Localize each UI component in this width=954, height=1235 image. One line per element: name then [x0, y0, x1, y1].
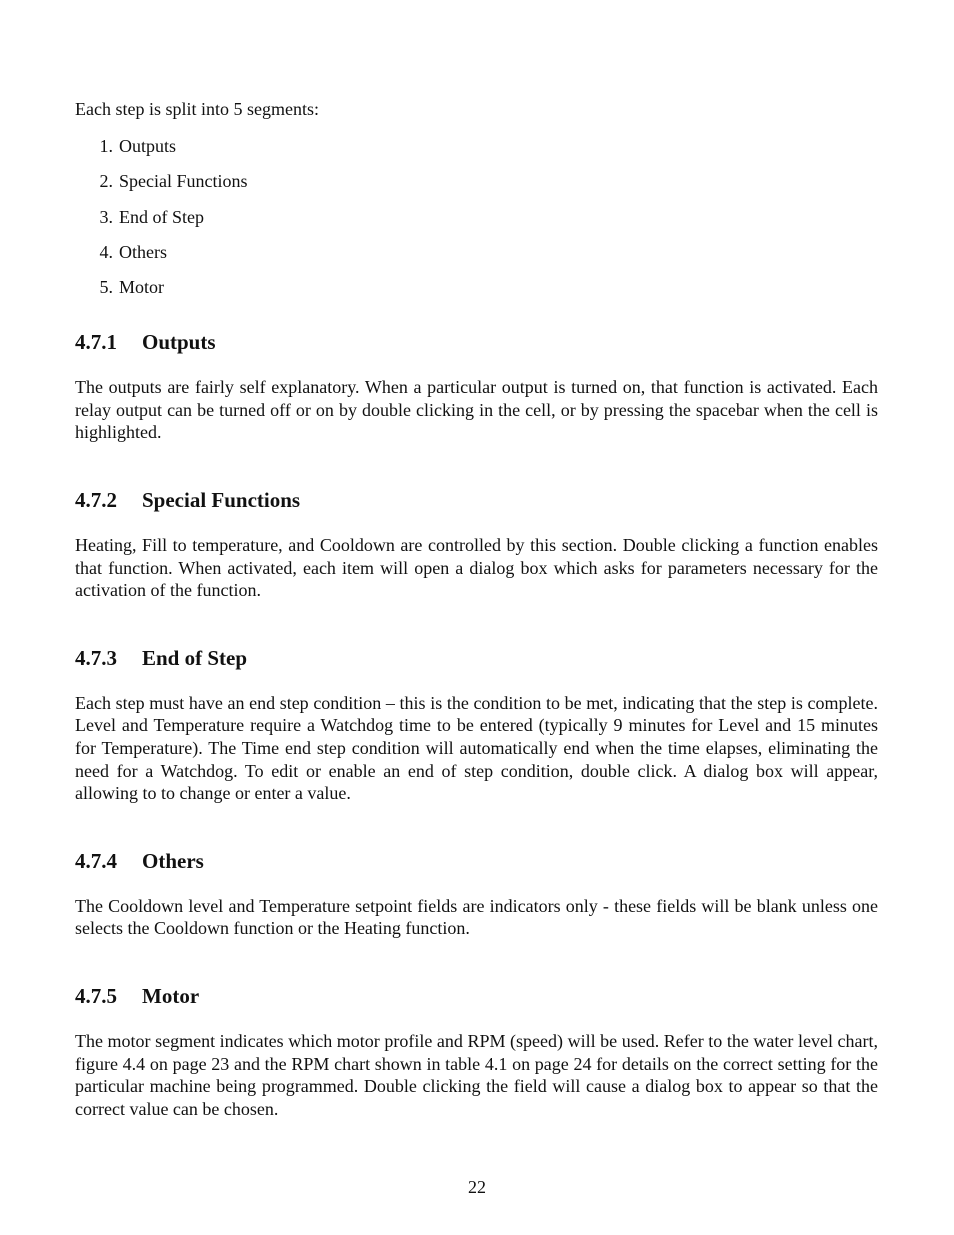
section-body: Each step must have an end step condition – this is the condition to be met, indicating that the step is complete. Level and Temperature require a Watchdog time to be entered (typically 9 minutes for Level and 15 minutes for Temperature). The Time end step condition will automatically end when the time elapses, eliminating the need for a Watchdog. To edit or enable an end of step condition, double click. A dialog box will appear, allowing to to change or enter a value.: [75, 692, 878, 804]
section-number: 4.7.3: [75, 645, 117, 670]
list-item-label: Motor: [119, 277, 164, 298]
section-heading: [75, 982, 878, 1010]
list-item-label: Special Functions: [119, 171, 248, 192]
section-title: End of Step: [142, 645, 248, 670]
section-number: 4.7.4: [75, 848, 117, 873]
section-body: The Cooldown level and Temperature setpoint fields are indicators only - these fields will be blank unless one selects the Cooldown function or the Heating function.: [75, 895, 878, 939]
list-item: [75, 168, 878, 194]
list-item-number: 3.: [99, 206, 113, 227]
section-outputs: [75, 328, 878, 444]
list-item-label: End of Step: [119, 206, 204, 227]
section-motor: [75, 982, 878, 1120]
segment-list: [75, 133, 878, 300]
list-item: [75, 133, 878, 159]
section-title: Special Functions: [142, 487, 301, 512]
section-number: 4.7.5: [75, 983, 117, 1008]
section-body: Heating, Fill to temperature, and Cooldown are controlled by this section. Double clicking a function enables that function. When activated, each item will open a dialog box which asks for parameters necessary for the activation of the function.: [75, 534, 878, 601]
section-body: The outputs are fairly self explanatory. When a particular output is turned on, that function is activated. Each relay output can be turned off or on by double clicking in the cell, or by pressing the spacebar when the cell is highlighted.: [75, 377, 878, 443]
list-item-number: 1.: [99, 136, 113, 156]
section-title: Motor: [142, 983, 200, 1008]
list-item-number: 5.: [99, 277, 113, 298]
list-item: [75, 239, 878, 265]
section-special-functions: [75, 486, 878, 602]
section-title: Others: [142, 848, 204, 873]
section-body: The motor segment indicates which motor profile and RPM (speed) will be used. Refer to the water level chart, figure 4.4 on page 23 and the RPM chart shown in table 4.1 on page 24 for details on the correct setting for the particular machine being programmed. Double clicking the field will cause a dialog box to appear so that the correct value can be chosen.: [75, 1030, 878, 1119]
page-number: 22: [468, 1177, 486, 1197]
list-item-number: 2.: [99, 171, 113, 192]
section-number: 4.7.2: [75, 487, 117, 512]
section-heading: [75, 847, 878, 875]
list-item-number: 4.: [99, 241, 113, 262]
section-title: Outputs: [142, 330, 216, 355]
section-end-of-step: [75, 644, 878, 805]
list-item-label: Outputs: [119, 136, 177, 156]
section-heading: [75, 644, 878, 672]
section-number: 4.7.1: [75, 330, 117, 355]
section-heading: [75, 486, 878, 514]
intro-text: Each step is split into 5 segments:: [75, 99, 319, 119]
page-content: [75, 96, 878, 1120]
section-others: [75, 847, 878, 940]
list-item-label: Others: [119, 241, 167, 262]
list-item: [75, 274, 878, 300]
section-heading: [75, 328, 878, 356]
list-item: [75, 204, 878, 230]
